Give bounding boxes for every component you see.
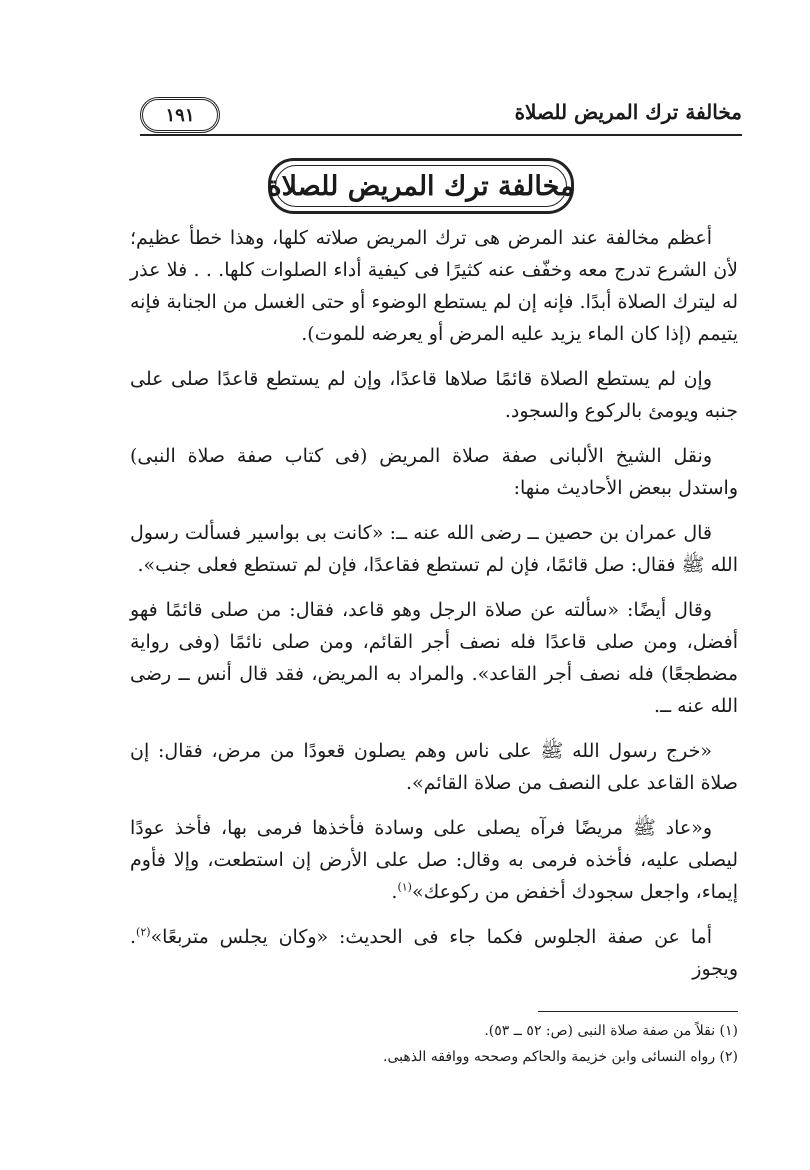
chapter-title: مخالفة ترك المريض للصلاة (267, 170, 575, 202)
footnote: (٢) رواه النسائى وابن خزيمة والحاكم وصححه ووافقه الذهبى. (383, 1049, 738, 1065)
paragraph-text: ونقل الشيخ الألبانى صفة صلاة المريض (فى كتاب صفة صلاة النبى) واستدل ببعض الأحاديث منها: (130, 445, 738, 499)
paragraph (130, 440, 738, 504)
footnote-rule (538, 1011, 738, 1012)
paragraph-text: أعظم مخالفة عند المرض هى ترك المريض صلاته كلها، وهذا خطأ عظيم؛ لأن الشرع تدرج معه وخفّف عنه كثيرًا فى كيفية أداء الصلوات كلها. . . فلا عذر له ليترك الصلاة أبدًا. فإنه إن لم يستطع الوضوء أو حتى الغسل من الجنابة فإنه يتيمم (إذا كان الماء يزيد عليه المرض أو يعرضه للموت). (130, 227, 738, 345)
footnote-ref: (١) (397, 880, 412, 894)
footnote: (١) نقلاً من صفة صلاة النبى (ص: ٥٢ ــ ٥٣). (484, 1023, 738, 1039)
paragraph (130, 222, 738, 350)
paragraph-text: وقال أيضًا: «سألته عن صلاة الرجل وهو قاعد، فقال: من صلى قائمًا فهو أفضل، ومن صلى قاعدًا فله نصف أجر القائم، ومن صلى نائمًا (وفى رواية مضطجعًا) فله نصف أجر القاعد». والمراد به المريض، فقد قال أنس ــ رضى الله عنه ــ. (130, 599, 738, 717)
paragraph-text: قال عمران بن حصين ــ رضى الله عنه ــ: «كانت بى بواسير فسألت رسول الله ﷺ فقال: صل قائمًا، فإن لم تستطع فقاعدًا، فإن لم تستطع فعلى جنب». (130, 522, 738, 576)
paragraph (130, 921, 738, 985)
paragraph-text: و«عاد ﷺ مريضًا فرآه يصلى على وسادة فأخذها فرمى بها، فأخذ عودًا ليصلى عليه، فأخذه فرمى به وقال: صل على الأرض إن استطعت، وإلا فأوم إيماء، واجعل سجودك أخفض من ركوعك» (130, 817, 738, 903)
paragraph (130, 363, 738, 427)
chapter-title-frame (268, 158, 574, 214)
footnote-ref: (٢) (136, 925, 151, 939)
header-rule (140, 134, 742, 136)
paragraph (130, 517, 738, 581)
footnotes (200, 1018, 738, 1070)
paragraph-text: «خرج رسول الله ﷺ على ناس وهم يصلون قعودًا من مرض، فقال: إن صلاة القاعد على النصف من صلاة القائم». (130, 740, 738, 794)
paragraph-text: أما عن صفة الجلوس فكما جاء فى الحديث: «وكان يجلس متربعًا» (150, 926, 712, 948)
paragraph: و«عاد ﷺ مريضًا فرآه يصلى على وسادة فأخذها فرمى بها، فأخذ عودًا ليصلى عليه، فأخذه فرمى به وقال: صل على الأرض إن استطعت، وإلا فأوم إيماء، واجعل سجودك أخفض من ركوعك»$^{(١)}$. (130, 817, 738, 903)
page-number-badge: ١٩١ (140, 97, 220, 133)
body-text (130, 222, 738, 998)
paragraph-text: وإن لم يستطع الصلاة قائمًا صلاها قاعدًا، وإن لم يستطع قاعدًا صلى على جنبه ويومئ بالركوع والسجود. (130, 368, 738, 422)
paragraph (130, 735, 738, 799)
paragraph (130, 594, 738, 722)
paragraph-tail: . ويجوز (130, 926, 738, 980)
running-title: مخالفة ترك المريض للصلاة (514, 100, 742, 124)
